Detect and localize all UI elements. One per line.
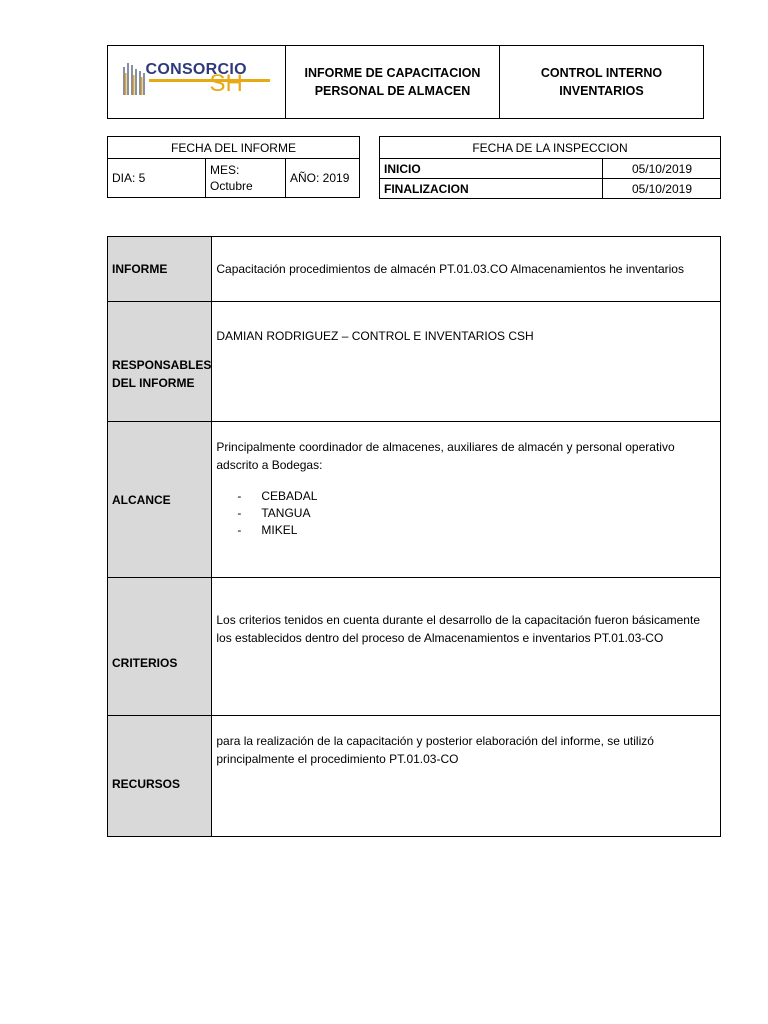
responsables-row	[108, 302, 721, 422]
recursos-line1: para la realización de la capacitación y posterior elaboración del informe, se utilizó	[216, 734, 654, 748]
alcance-label: ALCANCE	[108, 422, 212, 578]
list-item: - TANGUA	[237, 506, 311, 520]
alcance-line1: Principalmente coordinador de almacenes, auxiliares de almacén y personal operativo	[216, 440, 675, 454]
inicio-value: 05/10/2019	[603, 159, 721, 179]
mes-label: MES:	[210, 163, 240, 178]
recursos-line2: principalmente el procedimiento PT.01.03-CO	[216, 752, 459, 766]
recursos-label: RECURSOS	[108, 716, 212, 837]
document-header	[107, 45, 704, 119]
finalizacion-label: FINALIZACION	[380, 179, 603, 199]
informe-text: Capacitación procedimientos de almacén PT.01.03.CO Almacenamientos he inventarios	[212, 237, 721, 302]
logo-bars-icon	[122, 59, 148, 99]
logo-cell	[108, 46, 286, 119]
recursos-content	[212, 716, 721, 837]
fecha-inspeccion-table	[379, 136, 721, 199]
list-item: - MIKEL	[237, 523, 298, 537]
responsables-label	[108, 302, 212, 422]
criterios-line2: los establecidos dentro del proceso de Almacenamientos e inventarios PT.01.03-CO	[216, 631, 664, 645]
mes-cell	[206, 159, 286, 198]
mes-value: Octubre	[210, 179, 253, 194]
list-item: - CEBADAL	[237, 489, 318, 503]
alcance-row	[108, 422, 721, 578]
responsables-label-line2: DEL INFORME	[112, 376, 195, 390]
report-title-line1: INFORME DE CAPACITACION	[304, 66, 481, 80]
fecha-inspeccion-heading: FECHA DE LA INSPECCION	[380, 137, 721, 159]
logo-name: CONSORCIO	[145, 61, 247, 78]
responsables-text: DAMIAN RODRIGUEZ – CONTROL E INVENTARIOS CSH	[212, 302, 721, 422]
criterios-label: CRITERIOS	[108, 578, 212, 716]
recursos-row	[108, 716, 721, 837]
report-title-line2: PERSONAL DE ALMACEN	[314, 84, 471, 98]
bodega-name: TANGUA	[261, 506, 311, 520]
report-body-table	[107, 236, 721, 837]
alcance-line2: adscrito a Bodegas:	[216, 458, 323, 472]
bodegas-list	[216, 488, 718, 539]
inicio-label: INICIO	[380, 159, 603, 179]
informe-row	[108, 237, 721, 302]
fecha-informe-table	[107, 136, 360, 198]
consorcio-sh-logo	[122, 57, 272, 107]
finalizacion-value: 05/10/2019	[603, 179, 721, 199]
alcance-content	[212, 422, 721, 578]
dia-cell: DIA: 5	[108, 159, 206, 198]
responsables-label-line1: RESPONSABLES	[112, 358, 212, 372]
criterios-line1: Los criterios tenidos en cuenta durante el desarrollo de la capacitación fueron básicamente	[216, 613, 700, 627]
bodega-name: MIKEL	[261, 523, 298, 537]
fecha-informe-heading: FECHA DEL INFORME	[108, 137, 360, 159]
informe-label: INFORME	[108, 237, 212, 302]
report-section-line1: CONTROL INTERNO	[540, 66, 663, 80]
report-section-line2: INVENTARIOS	[559, 84, 644, 98]
bodega-name: CEBADAL	[261, 489, 318, 503]
criterios-row	[108, 578, 721, 716]
report-section	[500, 46, 704, 119]
anio-cell: AÑO: 2019	[286, 159, 360, 198]
report-title	[286, 46, 500, 119]
criterios-content	[212, 578, 721, 716]
logo-sub: SH	[209, 70, 243, 97]
